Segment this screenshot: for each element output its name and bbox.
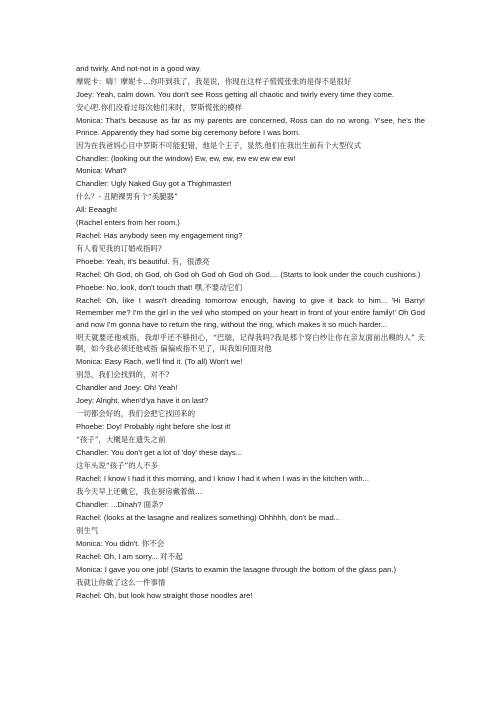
chinese-subtitle-line: 别急，我们会找到的，对不?	[76, 370, 170, 380]
script-line: Monica: That's because as far as my parents are concerned, Ross can do no wrong. Y'see, he's the Prince. Apparently they had some big ceremony before I was born.	[76, 115, 425, 137]
script-line: Rachel: Oh God, oh God, oh God oh God oh God oh God.... (Starts to look under the couch cushions.)	[76, 270, 421, 280]
script-line: Rachel: Has anybody seen my engagement ring?	[76, 231, 243, 241]
script-line: Phoebe: Doy! Probably right before she lost it!	[76, 422, 231, 431]
script-line: Chandler: Ugly Naked Guy got a Thighmaster!	[76, 179, 232, 189]
script-line: and twirly. And not-not in a good way.	[76, 64, 202, 73]
chinese-subtitle-line: “孩子”，大概是在遗失之前	[76, 434, 166, 444]
script-line: Monica: You didn't. 你不会	[76, 538, 165, 548]
script-line: Joey: Alright, when'd'ya have it on last?	[76, 396, 209, 406]
script-line: Rachel: I know I had it this morning, and I know I had it when I was in the kitchen with...	[76, 473, 369, 483]
script-line: All: Eeaagh!	[76, 205, 117, 215]
script-line: Rachel: Oh, like I wasn't dreading tomorrow enough, having to give it back to him... 'Hi Barry! Remember me? I'm the girl in the veil who stomped on your heart in front of your entire family!' Oh God and now I'm gonna have to return the ring, without the ring, which makes it so much harder...	[76, 296, 425, 329]
script-line: Rachel: Oh, I am sorry... 对不起	[76, 551, 183, 561]
document-body	[76, 63, 425, 601]
chinese-subtitle-line: 什么？- 丑陋裸男有个“美腿器”	[76, 192, 178, 202]
script-line: (Rachel enters from her room.)	[76, 218, 180, 228]
script-line: Rachel: (looks at the lasagne and realizes something) Ohhhhh, don't be mad...	[76, 512, 341, 522]
script-line: Chandler and Joey: Oh! Yeah!	[76, 383, 178, 393]
chinese-subtitle-line: 安心吧.你们没看过每次他们来时，罗斯慌张的模样	[76, 102, 243, 112]
chinese-subtitle-line: 明天就要还他戒指，我却乎还不够担心，“巴瑞，记得我吗?我是那个穿白纱让你在亲友面前出糗的人” 天啊，如今我必须还他戒指 偏偏戒指不见了，叫我如何面对他	[76, 332, 425, 354]
chinese-subtitle-line: 因为在我爸妈心目中罗斯不可能犯错，他是个王子，显然,他们在我出生前有个大型仪式	[76, 140, 362, 150]
script-line: Monica: What?	[76, 166, 127, 176]
chinese-subtitle-line: 我今天早上还戴它，我在厨房戴着做…	[76, 486, 203, 496]
chinese-subtitle-line: 我就让你做了这么一件事情	[76, 577, 166, 587]
chinese-subtitle-line: 别生气	[76, 525, 99, 535]
script-line: Phoebe: No, look, don't touch that! 嘿,不要动它们	[76, 283, 243, 293]
chinese-subtitle-line: 摩妮卡：嗨！摩妮卡…你吓到我了，我是说，你现在这样子慌慌张张的是得不是很好	[76, 76, 352, 86]
script-line: Chandler: (looking out the window) Ew, ew, ew, ew ew ew ew ew!	[76, 153, 296, 163]
script-line: Joey: Yeah, calm down. You don't see Ross getting all chaotic and twirly every time they come.	[76, 89, 395, 99]
script-line: Monica: Easy Rach, we'll find it. (To all) Won't we!	[76, 357, 243, 367]
script-line: Phoebe: Yeah, it's beautiful. 有，很漂亮	[76, 257, 210, 267]
chinese-subtitle-line: 有人看见我的订婚戒指吗?	[76, 244, 162, 254]
script-line: Chandler: You don't get a lot of 'doy' these days...	[76, 447, 243, 457]
script-line: Chandler: ...Dinah? 面条?	[76, 499, 163, 509]
chinese-subtitle-line: 这年头说“孩子”的人不多	[76, 460, 159, 470]
chinese-subtitle-line: 一切都会好的，我们会把它找回来的	[76, 409, 196, 419]
script-line: Rachel: Oh, but look how straight those noodles are!	[76, 590, 253, 600]
script-line: Monica: I gave you one job! (Starts to examin the lasagne through the bottom of the glass pan.)	[76, 564, 396, 574]
